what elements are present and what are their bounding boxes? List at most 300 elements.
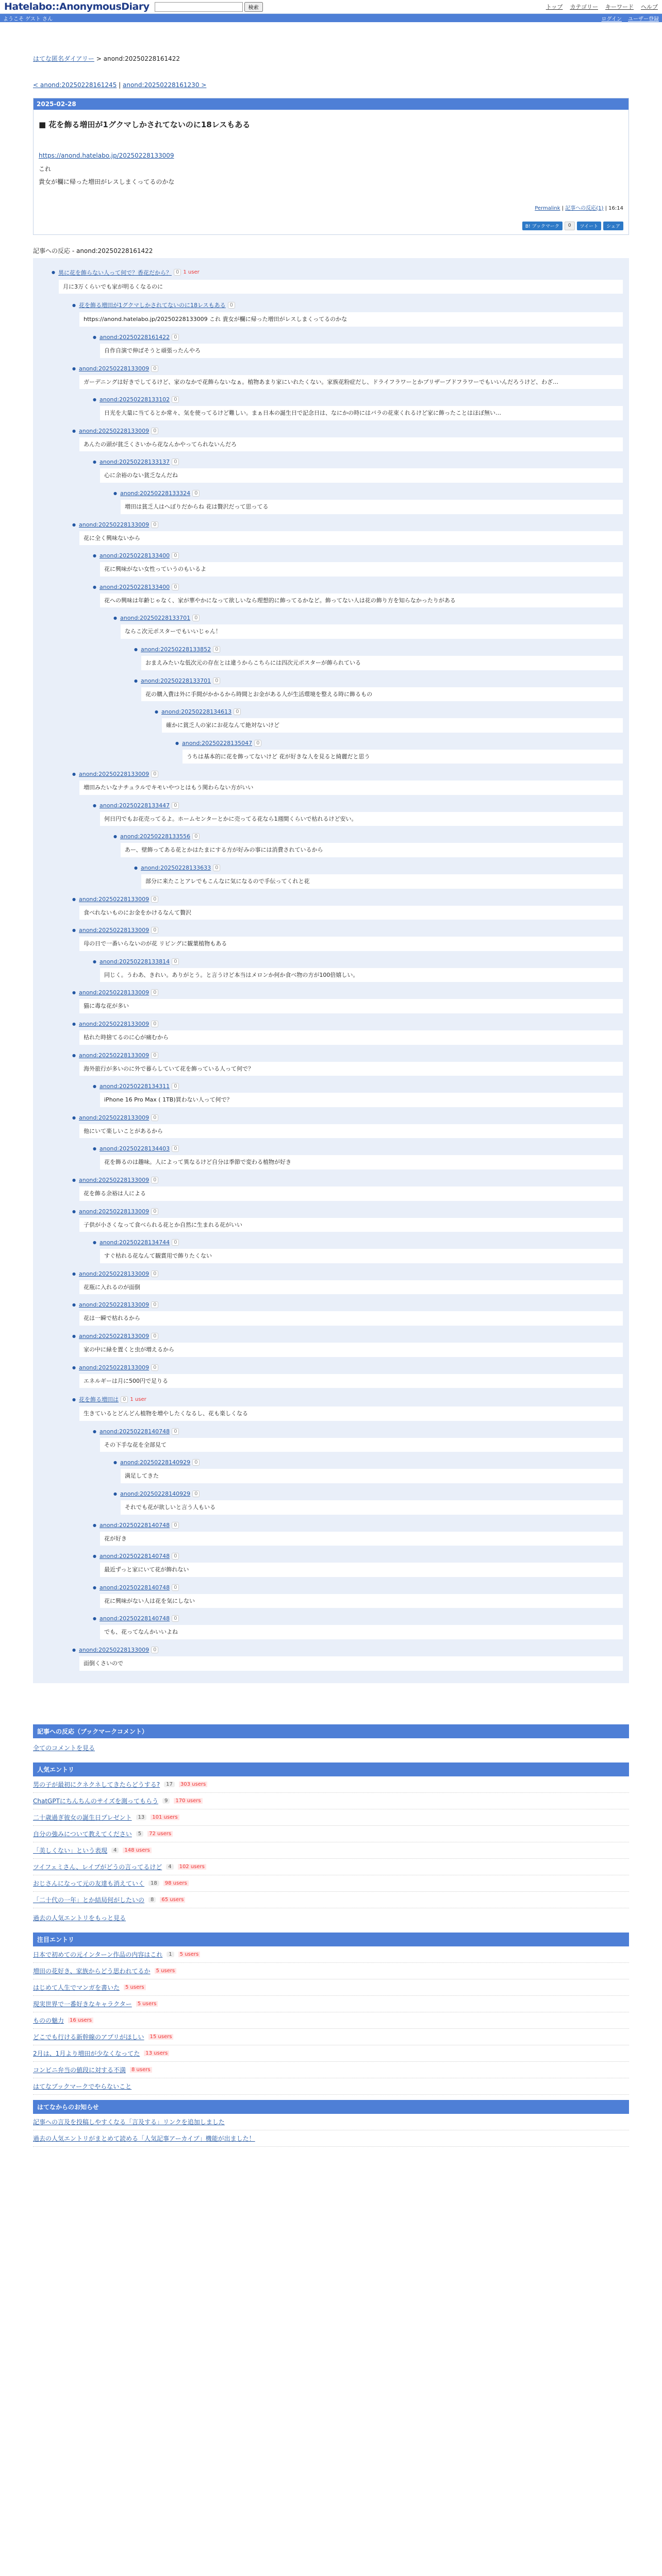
reaction-node (113, 1483, 623, 1515)
bookmark-count-badge[interactable]: 0 (151, 1301, 158, 1308)
user-bar (0, 14, 662, 22)
reaction-node (93, 1608, 623, 1639)
reaction-id-link[interactable]: ● anond:20250228133009 (78, 895, 150, 903)
reaction-node (175, 733, 623, 764)
hot-item (33, 2062, 629, 2078)
reaction-node (93, 1515, 623, 1546)
entry-link[interactable]: https://anond.hatelabo.jp/20250228133009 (39, 152, 174, 159)
reaction-node (72, 764, 623, 888)
users-count[interactable]: 5 users (178, 1952, 201, 1957)
reaction-node (93, 451, 623, 514)
bookmark-count-badge[interactable]: 0 (172, 958, 179, 965)
reaction-body: 最近ずっと家にいて花が飾れない (100, 1563, 623, 1577)
bookmark-count-badge[interactable]: 0 (254, 740, 261, 747)
bookmark-count-badge[interactable]: 0 (192, 1490, 200, 1497)
reaction-id-link[interactable]: ● anond:20250228133009 (78, 1301, 150, 1309)
reaction-header (93, 1232, 623, 1246)
reaction-id-link[interactable]: ● anond:20250228161422 (99, 333, 170, 341)
reaction-body: 日光を大量に当てるとか常々、気を使ってるけど難しい。まぁ日本の誕生日で記念日は、なにかの時にはバラの花束くれるけど家に飾ったことはほぼ無い… (100, 406, 623, 420)
reaction-header (72, 920, 623, 934)
reaction-id-link[interactable]: ● anond:20250228133009 (78, 1114, 150, 1121)
reaction-body: 心に余裕のない貧乏なんだね (100, 468, 623, 483)
reaction-node (72, 1639, 623, 1671)
bookmark-count-badge[interactable]: 0 (151, 1208, 158, 1215)
popular-entry-link[interactable]: ツイフェミさん、レイプがどうの言ってるけど (33, 1863, 162, 1871)
bookmark-count-badge[interactable]: 0 (151, 1647, 158, 1653)
notice-section-title: はてなからのお知らせ (33, 2100, 629, 2114)
bookmark-count-badge[interactable]: 0 (151, 1114, 158, 1121)
next-entry-link[interactable]: anond:20250228161230 > (123, 81, 207, 89)
reaction-id-link[interactable]: ● anond:20250228133009 (78, 927, 150, 934)
all-comments-link[interactable]: 全てのコメントを見る (33, 1744, 95, 1752)
reaction-children (93, 1421, 623, 1639)
bookmark-count-badge[interactable]: 0 (172, 334, 179, 341)
reaction-children (93, 1076, 623, 1107)
welcome-text: ようこそ ゲスト さん (3, 16, 53, 22)
reaction-body: 花に興味がない人は花を気にしない (100, 1594, 623, 1608)
users-count[interactable]: 72 users (147, 1831, 173, 1837)
reaction-id-link[interactable]: ● anond:20250228134311 (99, 1083, 170, 1090)
reaction-children (93, 1232, 623, 1263)
bookmark-count-badge[interactable]: 0 (213, 865, 220, 871)
reaction-id-link[interactable]: ● anond:20250228133009 (78, 1332, 150, 1340)
hot-entry-link[interactable]: 2月は、1月より増田が少なくなってた (33, 2049, 140, 2057)
breadcrumb-current: anond:20250228161422 (103, 55, 180, 62)
reaction-node (52, 261, 623, 1671)
reaction-id-link[interactable]: ● 花を飾る増田が1グクマしかされてないのに18レスもある (78, 302, 226, 309)
hot-list (33, 1946, 629, 2095)
popular-entry-link[interactable]: ChatGPTにちんちんのサイズを測ってもらう (33, 1797, 158, 1805)
share-bar (39, 222, 623, 230)
reaction-node (93, 577, 623, 764)
reaction-id-link[interactable]: ● anond:20250228133400 (99, 583, 170, 590)
entry-body (39, 150, 623, 188)
reaction-node (113, 826, 623, 888)
reaction-node (72, 920, 623, 982)
reaction-children (93, 389, 623, 420)
reaction-header (155, 701, 623, 715)
users-count[interactable]: 148 users (123, 1848, 151, 1853)
tweet-button[interactable]: ツイート (577, 222, 602, 230)
entry-line: 貴女が欄に帰った増田がレスしまくってるのかな (39, 178, 175, 186)
reaction-header (175, 733, 623, 747)
reaction-body: iPhone 16 Pro Max ( 1TB)買わない人って何で？ (100, 1093, 623, 1107)
reaction-children (134, 857, 623, 889)
hot-entry-link[interactable]: はじめて人生でマンガを書いた (33, 1984, 120, 1991)
reaction-children (113, 607, 623, 764)
breadcrumb (33, 54, 629, 63)
users-count[interactable]: 13 users (144, 2050, 169, 2056)
bookmark-count-badge[interactable]: 0 (172, 584, 179, 590)
reaction-id-link[interactable]: ● anond:20250228133009 (78, 1270, 150, 1277)
comment-count: 13 (136, 1815, 147, 1820)
bookmark-count-badge[interactable]: 0 (172, 459, 179, 465)
comment-count: 8 (148, 1897, 156, 1903)
reaction-node (72, 1013, 623, 1045)
reaction-header (93, 389, 623, 403)
main-content (0, 54, 662, 1683)
bookmark-count-badge[interactable]: 0 (151, 1270, 158, 1277)
reaction-id-link[interactable]: ● anond:20250228133447 (99, 802, 170, 809)
entry-line: これ (39, 165, 52, 173)
reaction-body: 同じく。うわあ、きれい。ありがとう。と言うけど本当はメロンか何か食べ物の方が100倍嬉しい。 (100, 968, 623, 982)
bookmark-button[interactable]: B! ブックマーク (522, 222, 562, 230)
hot-item (33, 1996, 629, 2012)
reaction-id-link[interactable]: ● anond:20250228140929 (120, 1490, 191, 1497)
bookmark-count-badge[interactable]: 0 (172, 1615, 179, 1622)
reaction-id-link[interactable]: ● 異に花を飾らない人って何で？香花だから？ (58, 269, 172, 276)
bookmark-count-badge[interactable]: 0 (172, 802, 179, 809)
reaction-id-link[interactable]: ● anond:20250228133009 (78, 365, 150, 372)
reaction-id-link[interactable]: ● anond:20250228133701 (140, 677, 211, 684)
bookmark-count-badge[interactable]: 0 (151, 1364, 158, 1371)
reaction-body: 枯れた時捨てるのに心が痛むから (79, 1030, 623, 1045)
popular-entry-link[interactable]: 「二十代の一年」とか結局何がしたいの (33, 1896, 145, 1904)
reaction-body: 何日円でもお花売ってるよ。ホームセンターとかに売ってる花なら1週間くらいで枯れるけど安い。 (100, 812, 623, 826)
reaction-children (72, 294, 623, 1670)
reaction-node (93, 1232, 623, 1263)
comment-count: 4 (166, 1864, 173, 1870)
reaction-header (93, 1515, 623, 1529)
reaction-children (93, 327, 623, 358)
reaction-node (134, 670, 623, 764)
reaction-body: 生きているとどんどん植物を増やしたくなるし、花も楽しくなる (79, 1406, 623, 1421)
popular-entry-link[interactable]: おじさんになって元の友達も消えていく (33, 1879, 145, 1887)
reaction-children (113, 826, 623, 888)
reactions-link[interactable]: 記事への反応(1) (565, 205, 604, 211)
reaction-node (93, 795, 623, 889)
site-logo[interactable]: Hatelabo::AnonymousDiary (4, 1, 150, 12)
bookmark-count-badge[interactable]: 0 (172, 1553, 179, 1560)
reaction-header (72, 1045, 623, 1059)
reaction-body: 月に3万くらいでも家が明るくなるのに (59, 280, 623, 294)
login-link[interactable]: ログイン (601, 16, 622, 22)
reaction-body: それでも花が欲しいと言う人もいる (121, 1500, 623, 1515)
reaction-node (93, 389, 623, 420)
reaction-body: 猫に毒な花が多い (79, 999, 623, 1013)
reaction-id-link[interactable]: ● anond:20250228133701 (120, 615, 191, 622)
reaction-body: 確かに貧乏人の家にお花なんて絶対ないけど (162, 718, 623, 733)
reaction-node (72, 1326, 623, 1357)
popular-item (33, 1809, 629, 1826)
reaction-children (93, 795, 623, 889)
reaction-children (93, 951, 623, 982)
bookmark-count-badge[interactable]: 0 (151, 771, 158, 777)
bookmark-count-badge[interactable]: 0 (234, 708, 241, 715)
reaction-id-link[interactable]: ● anond:20250228133009 (78, 1052, 150, 1059)
reaction-node (72, 1107, 623, 1170)
hot-item (33, 2078, 629, 2095)
reaction-id-link[interactable]: ● anond:20250228133852 (140, 646, 211, 653)
bookmark-count-badge[interactable]: 0 (192, 490, 200, 497)
users-count[interactable]: 1 user (130, 1396, 146, 1402)
popular-entry-link[interactable]: 男の子が最初にクネクネしてきたらどうする? (33, 1781, 160, 1788)
reaction-id-link[interactable]: ● anond:20250228133009 (78, 1646, 150, 1653)
reactions-heading: 記事への反応 - anond:20250228161422 (33, 247, 153, 255)
reaction-header (72, 1294, 623, 1308)
bookmark-count-badge[interactable]: 0 (213, 646, 220, 653)
reaction-node (72, 1201, 623, 1263)
reaction-id-link[interactable]: ● anond:20250228133814 (99, 958, 170, 965)
reaction-body: 花を飾る余裕は人による (79, 1187, 623, 1201)
popular-item (33, 1842, 629, 1859)
bookmark-count-badge[interactable]: 0 (151, 365, 158, 372)
reaction-body: 花が好き (100, 1532, 623, 1546)
nav-category[interactable]: カテゴリー (570, 4, 598, 10)
day-date: 2025-02-28 (34, 98, 628, 110)
reaction-id-link[interactable]: ● anond:20250228133102 (99, 396, 170, 403)
reaction-id-link[interactable]: ● 花を飾る増田は (78, 1396, 119, 1403)
reaction-node (72, 1263, 623, 1295)
bookmark-count-badge[interactable]: 0 (151, 896, 158, 903)
reaction-id-link[interactable]: ● anond:20250228133009 (78, 427, 150, 434)
popular-item (33, 1859, 629, 1875)
reaction-id-link[interactable]: ● anond:20250228133009 (78, 1208, 150, 1215)
users-count[interactable]: 15 users (148, 2034, 174, 2040)
bookmark-count-badge[interactable]: 0 (151, 521, 158, 528)
reaction-id-link[interactable]: ● anond:20250228133009 (78, 1364, 150, 1371)
reaction-children (93, 451, 623, 514)
bookmark-count-badge[interactable]: 0 (172, 552, 179, 559)
popular-entry-link[interactable]: 「美しくない」という表現 (33, 1846, 108, 1854)
reaction-body: 増田は貧乏人はへぼりだからね 花は贅沢だって思ってる (121, 500, 623, 514)
users-count[interactable]: 1 user (183, 269, 200, 276)
reaction-node (72, 420, 623, 514)
users-count[interactable]: 8 users (130, 2067, 152, 2073)
reaction-id-link[interactable]: ● anond:20250228133556 (120, 833, 191, 840)
popular-more-link[interactable]: 過去の人気エントリをもっと見る (33, 1914, 126, 1922)
reaction-header (72, 1263, 623, 1277)
reaction-node (113, 607, 623, 764)
reaction-body: 母の日で一番いらないのが花 リビングに観葉植物もある (79, 937, 623, 951)
reaction-header (93, 1608, 623, 1622)
reaction-id-link[interactable]: ● anond:20250228133009 (78, 989, 150, 996)
users-count[interactable]: 5 users (136, 2001, 158, 2007)
reaction-body: 家の中に緑を置くと虫が増えるから (79, 1343, 623, 1357)
reaction-body: ならこ次元ポスターでもいいじゃん！ (121, 624, 623, 639)
notice-link[interactable]: 過去の人気エントリがまとめて読める「人気記事アーカイブ」機能が出ました！ (33, 2134, 255, 2142)
reaction-body: エネルギーは月に500円で足りる (79, 1374, 623, 1388)
popular-list (33, 1776, 629, 1908)
users-count[interactable]: 98 users (163, 1880, 189, 1886)
reaction-id-link[interactable]: ● anond:20250228133009 (78, 1177, 150, 1183)
bookmark-count-badge[interactable]: 0 (172, 1584, 179, 1591)
notice-link[interactable]: 記事への言及を投稿しやすくなる「言及する」リンクを追加しました (33, 2118, 225, 2126)
reaction-id-link[interactable]: ● anond:20250228135047 (181, 739, 253, 747)
reaction-node (72, 514, 623, 764)
hot-entry-link[interactable]: 現実世界で一番好きなキャラクター (33, 2000, 132, 2008)
pager (33, 81, 629, 89)
hot-entry-link[interactable]: 日本で初めての元インターン作品の内容はこれ (33, 1951, 163, 1958)
nav-help[interactable]: ヘルプ (641, 4, 658, 10)
reaction-header (113, 1483, 623, 1497)
hot-entry-link[interactable]: ものの魅力 (33, 2016, 64, 2024)
reaction-node (72, 982, 623, 1013)
reaction-id-link[interactable]: ● anond:20250228133633 (140, 865, 211, 872)
bookmark-count-badge[interactable]: 0 (228, 302, 235, 309)
breadcrumb-root[interactable]: はてな匿名ダイアリー (33, 55, 94, 62)
hot-entry-link[interactable]: はてなブックマークでやらないこと (33, 2082, 132, 2090)
top-nav (546, 3, 658, 11)
users-count[interactable]: 65 users (160, 1897, 185, 1903)
hot-entry-link[interactable]: 増田の花好き、家族からどう思われてるか (33, 1967, 151, 1975)
reaction-id-link[interactable]: ● anond:20250228134613 (161, 708, 232, 716)
reaction-id-link[interactable]: ● anond:20250228140929 (120, 1459, 191, 1466)
bookmark-count-badge[interactable]: 0 (151, 1052, 158, 1059)
reaction-children (93, 1138, 623, 1170)
bookmark-count-badge[interactable]: 0 (172, 1428, 179, 1435)
reaction-header (134, 857, 623, 871)
reaction-id-link[interactable]: ● anond:20250228133400 (99, 552, 170, 560)
reaction-id-link[interactable]: ● anond:20250228134403 (99, 1145, 170, 1153)
bookmark-count-badge[interactable]: 0 (151, 989, 158, 996)
reaction-header (72, 982, 623, 996)
reaction-body: うちは基本的に花を飾ってないけど 花が好きな人を見ると綺麗だと思う (183, 750, 623, 764)
popular-entry-link[interactable]: 二十歳過ぎ彼女の誕生日プレゼント (33, 1814, 132, 1821)
entry-time: 16:14 (608, 205, 623, 211)
reaction-id-link[interactable]: ● anond:20250228140748 (99, 1428, 170, 1435)
hot-item (33, 1979, 629, 1996)
bookmark-count-badge[interactable]: 0 (151, 1021, 158, 1027)
bookmark-count-badge[interactable]: 0 (172, 1239, 179, 1246)
users-count[interactable]: 170 users (174, 1798, 202, 1804)
reaction-header (93, 327, 623, 341)
reaction-header (72, 1326, 623, 1340)
bookmark-count-badge[interactable]: 0 (172, 396, 179, 403)
reaction-header (72, 889, 623, 903)
reaction-children (113, 1452, 623, 1514)
reaction-body: 部分に来たことアレでもこんなに気になるので手伝ってくれと花 (141, 874, 623, 889)
reaction-header (113, 607, 623, 621)
bookmark-count-badge[interactable]: 0 (174, 269, 181, 276)
reaction-header (134, 670, 623, 684)
reaction-header (93, 1076, 623, 1090)
bookmark-count-badge[interactable]: 0 (151, 927, 158, 934)
register-link[interactable]: ユーザー登録 (628, 16, 659, 22)
reaction-id-link[interactable]: ● anond:20250228140748 (99, 1584, 170, 1591)
reaction-body: すぐ枯れる花なんて観賞用で飾りたくない (100, 1249, 623, 1263)
entry-title: ■ 花を飾る増田が1グクマしかされてないのに18レスもある (39, 119, 623, 130)
reaction-header (93, 577, 623, 590)
bookmark-section-title: 記事への反応（ブックマークコメント） (33, 1724, 629, 1738)
bookmark-count-badge[interactable]: 0 (121, 1396, 128, 1403)
reaction-id-link[interactable]: ● anond:20250228133137 (99, 459, 170, 466)
prev-entry-link[interactable]: < anond:20250228161245 (33, 81, 117, 89)
nav-top[interactable]: トップ (545, 4, 563, 10)
bookmark-count-badge[interactable]: 0 (192, 615, 200, 621)
reaction-header (72, 420, 623, 434)
bookmark-count-badge[interactable]: 0 (151, 1177, 158, 1183)
reaction-node (93, 1546, 623, 1577)
reaction-node (72, 1045, 623, 1107)
reaction-header (93, 1421, 623, 1435)
reaction-id-link[interactable]: ● anond:20250228133324 (120, 489, 191, 497)
reaction-header (113, 1452, 623, 1466)
nav-keyword[interactable]: キーワード (605, 4, 634, 10)
reaction-children (175, 733, 623, 764)
reaction-header (72, 294, 623, 309)
search-button[interactable]: 検索 (244, 2, 263, 12)
bookmark-count-badge[interactable]: 0 (172, 1083, 179, 1090)
popular-section-title: 人気エントリ (33, 1762, 629, 1776)
reaction-id-link[interactable]: ● anond:20250228140748 (99, 1521, 170, 1529)
reaction-body: 子供が小さくなって食べられる花とか自然に生まれる花がいい (79, 1218, 623, 1232)
bookmark-count-badge[interactable]: 0 (172, 1522, 179, 1529)
top-header (0, 0, 662, 14)
reaction-node (72, 1388, 623, 1639)
users-count[interactable]: 303 users (179, 1782, 207, 1787)
reaction-id-link[interactable]: ● anond:20250228140748 (99, 1553, 170, 1560)
popular-item (33, 1892, 629, 1908)
reaction-header (72, 514, 623, 528)
users-count[interactable]: 101 users (151, 1815, 179, 1820)
reaction-id-link[interactable]: ● anond:20250228140748 (99, 1615, 170, 1622)
reaction-children (155, 701, 623, 764)
popular-item (33, 1776, 629, 1793)
reaction-node (93, 1076, 623, 1107)
hot-entry-link[interactable]: コンビニ弁当の値段に対する不満 (33, 2066, 126, 2074)
reaction-node (72, 1357, 623, 1388)
users-count[interactable]: 5 users (124, 1985, 146, 1990)
popular-item (33, 1793, 629, 1809)
bookmark-count-badge[interactable]: 0 (151, 1333, 158, 1340)
reaction-body: ガーデニングは好きでしてるけど、家のなかで花飾らないなぁ。植物あまり家にいれたくない。家族花粉症だし、ドライフラワーとかプリザーブドフラワーでもいいんだろうけど、わざ… (79, 375, 623, 389)
share-button[interactable]: シェア (603, 222, 623, 230)
comment-count: 18 (148, 1880, 159, 1886)
breadcrumb-sep: > (94, 55, 104, 62)
reaction-id-link[interactable]: ● anond:20250228133009 (78, 1021, 150, 1028)
reaction-id-link[interactable]: ● anond:20250228133009 (78, 771, 150, 778)
reaction-node (93, 327, 623, 358)
reaction-body: 花の購入費は外に手間がかかるから時間とお金がある人が生活環境を整える時に飾るもの (141, 687, 623, 702)
bookmark-section (33, 1724, 629, 2147)
bookmark-count-badge[interactable]: 0 (192, 1459, 200, 1466)
reaction-header (72, 1170, 623, 1183)
bookmark-count-badge[interactable]: 0 (213, 677, 220, 684)
reaction-header (72, 1201, 623, 1215)
users-count[interactable]: 16 users (68, 2018, 93, 2023)
bookmark-count-badge[interactable]: 0 (192, 833, 200, 840)
users-count[interactable]: 5 users (155, 1968, 177, 1974)
reaction-node (72, 358, 623, 420)
reaction-header (93, 951, 623, 965)
reaction-node (155, 701, 623, 764)
reaction-id-link[interactable]: ● anond:20250228134744 (99, 1239, 170, 1246)
reaction-body: 他にいて楽しいことがあるから (79, 1124, 623, 1139)
reaction-body: 花に興味がない女性っていうのもいるよ (100, 562, 623, 577)
popular-item (33, 1875, 629, 1892)
reaction-node (93, 951, 623, 982)
popular-entry-link[interactable]: 自分の強みについて教えてください (33, 1830, 132, 1838)
bookmark-count-badge[interactable]: 0 (172, 1145, 179, 1152)
reaction-body: 花を飾るのは趣味。人によって異なるけど自分は季節で変わる植物が好き (100, 1155, 623, 1170)
permalink[interactable]: Permalink (535, 205, 560, 211)
bookmark-count-badge[interactable]: 0 (151, 428, 158, 434)
reaction-node (93, 1421, 623, 1515)
reaction-children (93, 545, 623, 764)
hot-item (33, 2029, 629, 2045)
reaction-id-link[interactable]: ● anond:20250228133009 (78, 521, 150, 528)
users-count[interactable]: 102 users (178, 1864, 206, 1870)
hot-entry-link[interactable]: どこでも行ける新幹線のアプリがほしい (33, 2033, 144, 2041)
search-input[interactable] (155, 2, 243, 12)
reaction-body: 海外旅行が多いのに外で暮らしていて花を飾っている人って何で？ (79, 1062, 623, 1076)
reaction-header (134, 639, 623, 653)
reaction-node (72, 1294, 623, 1326)
reaction-tree (33, 258, 629, 1683)
comment-count: 17 (164, 1782, 175, 1787)
reaction-header (113, 483, 623, 497)
